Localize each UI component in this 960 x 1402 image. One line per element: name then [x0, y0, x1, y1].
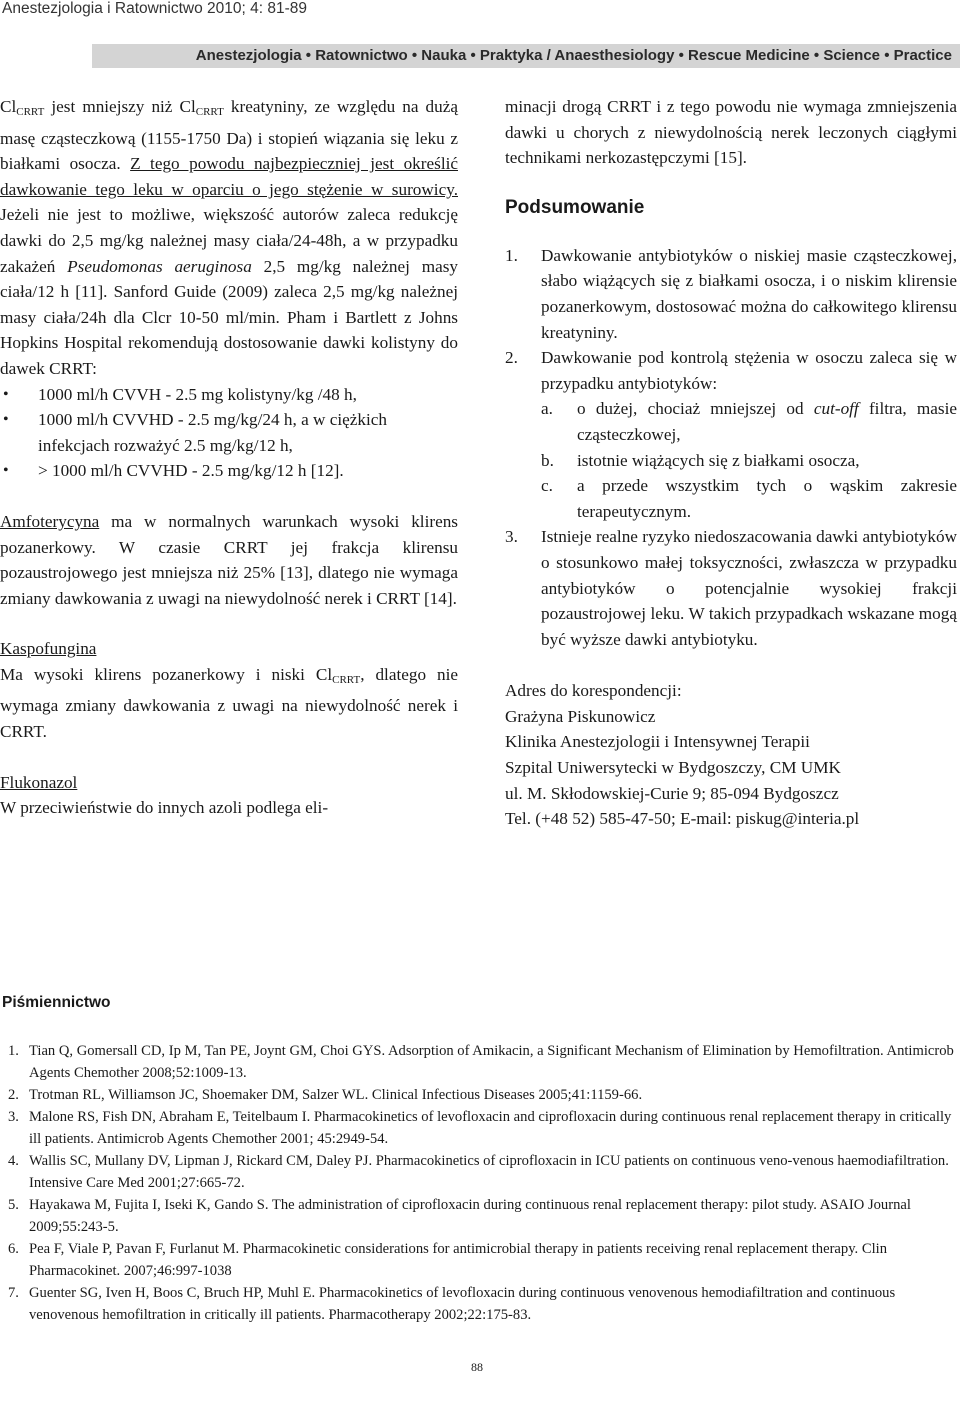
fluconazole-continuation: minacji drogą CRRT i z tego powodu nie wymaga zmniejszenia dawki u chorych z niewydolnością nerek leczonych ciągłymi technikami nerkozastępczymi [15].	[505, 97, 957, 168]
reference-item: 4. Wallis SC, Mullany DV, Lipman J, Rickard CM, Daley PJ. Pharmacokinetics of ciprofloxacin in ICU patients on continuous veno-venous haemodiafiltration. Intensive Care Med 2001;27:665-72.	[8, 1153, 949, 1191]
dosing-bullet-list	[0, 382, 458, 484]
references-heading: Piśmiennictwo	[2, 994, 111, 1011]
list-item: 1. Dawkowanie antybiotyków o niskiej masie cząsteczkowej, słabo wiążących się z białkami osocza, i o niskim klirensie pozanerkowym, dostosować można do całkowitego klirensu kreatyniny.	[505, 245, 957, 342]
summary-list	[505, 243, 957, 653]
references-list	[0, 1040, 960, 1326]
fluconazole-heading	[0, 770, 458, 796]
italic-pathogen: Pseudomonas aeruginosa	[67, 256, 252, 276]
colistin-paragraph: $Cl_{CRRT}$ jest mniejszy niż $Cl_{CRRT}$ kreatyniny, ze względu na dużą masę cząsteczkową (1155-1750 Da) i stopień wiązania się leku z białkami osocza. Z tego powodu najbezpieczniej jest określić dawkowanie tego leku w oparciu o jego stężenie w surowicy. Jeżeli nie jest to możliwe, większość autorów zaleca redukcję dawki do 2,5 mg/kg należnej masy ciała/24-48h, a w przypadku zakażeń Pseudomonas aeruginosa 2,5 mg/kg należnej masy ciała/12 h [11]. Sanford Guide (2009) zaleca 2,5 mg/kg należnej masy ciała/24h dla Clcr 10-50 ml/min. Pham i Bartlett z Johns Hopkins Hospital rekomendują dostosowanie dawki kolistyny do dawek CRRT:	[0, 97, 458, 378]
sub-list	[541, 396, 957, 524]
correspondence-address: Adres do korespondencji: Grażyna Piskunowicz Klinika Anestezjologii i Intensywnej Terapii Szpital Uniwersytecki w Bydgoszczy, CM UMK ul. M. Skłodowskiej-Curie 9; 85-094 Bydgoszcz Tel. (+48 52) 585-47-50; E-mail: piskug@interia.pl	[505, 681, 860, 829]
reference-item: 7. Guenter SG, Iven H, Boos C, Bruch HP, Muhl E. Pharmacokinetics of levofloxacin during continuous venovenous hemodiafiltration and continuous venovenous hemofiltration in critically ill patients. Pharmacotherapy 2002;22:175-83.	[8, 1285, 896, 1323]
running-head: Anestezjologia i Ratownictwo 2010; 4: 81-89	[2, 0, 308, 17]
reference-item: 1. Tian Q, Gomersall CD, Ip M, Tan PE, Joynt GM, Choi GYS. Adsorption of Amikacin, a Significant Mechanism of Elimination by Hemofiltration. Antimicrob Agents Chemother 2008;52:1009-13.	[8, 1043, 954, 1081]
list-item: • > 1000 ml/h CVVHD - 2.5 mg/kg/12 h [12].	[0, 458, 458, 484]
list-item: 2. Dawkowanie pod kontrolą stężenia w osoczu zaleca się w przypadku antybiotyków: a. o dużej, chociaż mniejszej od cut-off filtra, masie cząsteczkowej, b. istotnie wiążących się z białkami osocza, c. a przede wszystkim tych o wąskim zakresie terapeutycznym.	[505, 345, 957, 524]
list-item: • 1000 ml/h CVVH - 2.5 mg kolistyny/kg /48 h,	[0, 382, 458, 408]
page-number: 88	[471, 1360, 483, 1374]
reference-item: 5. Hayakawa M, Fujita I, Iseki K, Gando S. The administration of ciprofloxacin during continuous renal replacement therapy: pilot study. ASAIO Journal 2009;55:243-5.	[8, 1197, 911, 1235]
reference-item: 2. Trotman RL, Williamson JC, Shoemaker DM, Salzer WL. Clinical Infectious Diseases 2005;41:1159-66.	[8, 1087, 643, 1103]
drug-name-fluconazole: Flukonazol	[0, 772, 78, 792]
list-item: b. istotnie wiążących się z białkami osocza,	[541, 450, 860, 470]
list-item: • 1000 ml/h CVVHD - 2.5 mg/kg/24 h, a w ciężkich infekcjach rozważyć 2.5 mg/kg/12 h,	[0, 407, 458, 458]
caspofungin-paragraph: Ma wysoki klirens pozanerkowy i niski $Cl_{CRRT}$, dlatego nie wymaga zmiany dawkowania z uwagi na niewydolność nerek i CRRT.	[0, 664, 459, 742]
journal-banner: Anestezjologia • Ratownictwo • Nauka • Praktyka / Anaesthesiology • Rescue Medicine • Science • Practice	[92, 44, 960, 68]
fluconazole-paragraph: W przeciwieństwie do innych azoli podlega eli-	[0, 798, 329, 818]
list-item: c. a przede wszystkim tych o wąskim zakresie terapeutycznym.	[541, 476, 957, 521]
list-item: 3. Istnieje realne ryzyko niedoszacowania dawki antybiotyków o stosunkowo małej toksyczności, zwłaszcza w przypadku antybiotyków o potencjalnie wysokiej frakcji pozaustrojowej leku. W takich przypadkach wskazane mogą być wyższe dawki antybiotyku.	[505, 527, 957, 649]
reference-item: 6. Pea F, Viale P, Pavan F, Furlanut M. Pharmacokinetic considerations for antimicrobial therapy in patients receiving renal replacement therapy. Clin Pharmacokinet. 2007;46:997-1038	[8, 1241, 887, 1279]
list-item: a. o dużej, chociaż mniejszej od cut-off filtra, masie cząsteczkowej,	[541, 399, 957, 444]
right-column	[505, 94, 957, 832]
reference-item: 3. Malone RS, Fish DN, Abraham E, Teitelbaum I. Pharmacokinetics of levofloxacin and ciprofloxacin during continuous renal replacement therapy in critically ill patients. Antimicrob Agents Chemother 2001; 45:2949-54.	[8, 1109, 952, 1147]
drug-name-amphotericin: Amfoterycyna	[0, 511, 100, 531]
summary-heading: Podsumowanie	[505, 196, 645, 218]
left-column	[0, 94, 458, 821]
drug-name-caspofungin: Kaspofungina	[0, 639, 97, 659]
caspofungin-heading	[0, 636, 458, 662]
amphotericin-paragraph: Amfoterycyna ma w normalnych warunkach wysoki klirens pozanerkowy. W czasie CRRT jej frakcja klirensu pozaustrojowego jest mniejsza niż 25% [13], dlatego nie wymaga zmiany dawkowania z uwagi na niewydolność nerek i CRRT [14].	[0, 511, 458, 608]
underlined-sentence: Z tego powodu najbezpieczniej jest określić dawkowanie tego leku w oparciu o jego stężenie w surowicy.	[0, 154, 458, 199]
